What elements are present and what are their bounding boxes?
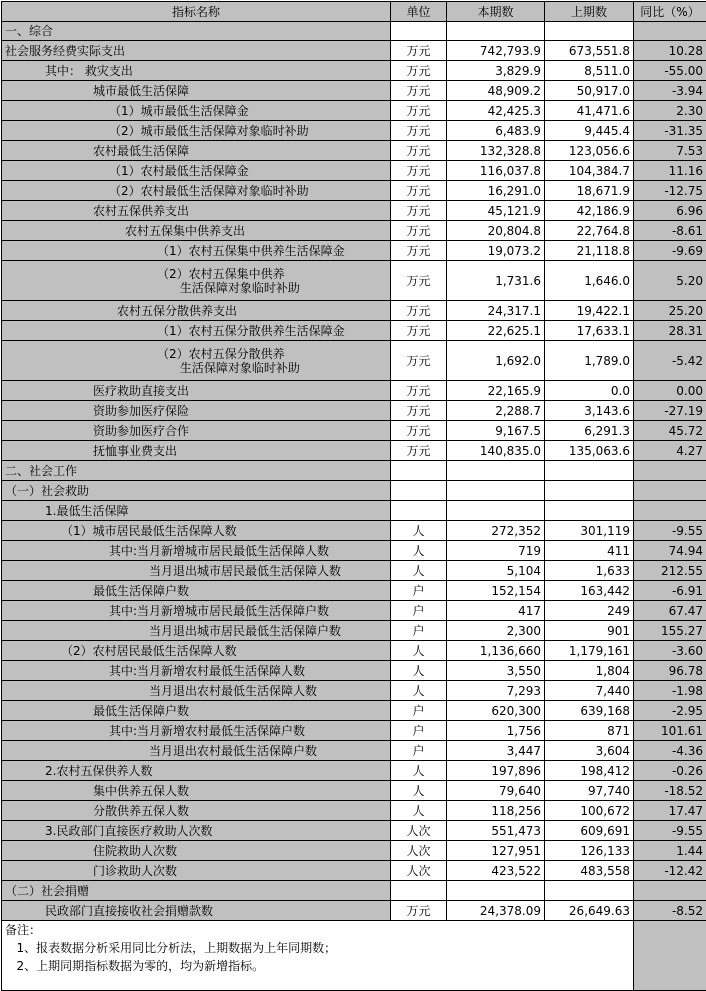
- yoy-cell: 28.31: [634, 321, 706, 341]
- yoy-cell: 5.20: [634, 261, 706, 301]
- yoy-cell: [634, 881, 706, 901]
- unit-cell: 万元: [391, 261, 447, 301]
- indicator-name-cell: 2.农村五保供养人数: [2, 761, 391, 781]
- indicator-name-cell: 最低生活保障户数: [2, 701, 391, 721]
- indicator-name-cell: 当月退出城市居民最低生活保障人数: [2, 561, 391, 581]
- current-value-cell: 19,073.2: [447, 241, 545, 261]
- current-value-cell: 118,256: [447, 801, 545, 821]
- table-row: [2, 381, 706, 401]
- table-row: [2, 641, 706, 661]
- current-value-cell: 1,692.0: [447, 341, 545, 381]
- header-current: 本期数: [447, 2, 545, 22]
- previous-value-cell: 0.0: [545, 381, 634, 401]
- current-value-cell: 197,896: [447, 761, 545, 781]
- indicator-name-cell: 农村最低生活保障: [2, 141, 391, 161]
- table-row: [2, 241, 706, 261]
- yoy-cell: -6.91: [634, 581, 706, 601]
- table-row: [2, 161, 706, 181]
- current-value-cell: 620,300: [447, 701, 545, 721]
- indicator-name-cell: 住院救助人次数: [2, 841, 391, 861]
- current-value-cell: 140,835.0: [447, 441, 545, 461]
- indicator-name-cell: 其中:当月新增城市居民最低生活保障人数: [2, 541, 391, 561]
- current-value-cell: 551,473: [447, 821, 545, 841]
- indicator-name-cell: （一）社会救助: [2, 481, 391, 501]
- yoy-cell: 67.47: [634, 601, 706, 621]
- unit-cell: 户: [391, 581, 447, 601]
- previous-value-cell: 8,511.0: [545, 61, 634, 81]
- indicator-name-cell: （1）城市最低生活保障金: [2, 101, 391, 121]
- indicator-name-cell: 社会服务经费实际支出: [2, 41, 391, 61]
- indicator-name-cell: （2）农村五保集中供养 生活保障对象临时补助: [2, 261, 391, 301]
- yoy-cell: 2.30: [634, 101, 706, 121]
- table-row: [2, 761, 706, 781]
- unit-cell: 万元: [391, 161, 447, 181]
- yoy-cell: 11.16: [634, 161, 706, 181]
- unit-cell: 万元: [391, 201, 447, 221]
- table-row: [2, 521, 706, 541]
- current-value-cell: 22,625.1: [447, 321, 545, 341]
- table-row: [2, 581, 706, 601]
- current-value-cell: 152,154: [447, 581, 545, 601]
- table-row: [2, 701, 706, 721]
- yoy-cell: -27.19: [634, 401, 706, 421]
- current-value-cell: 16,291.0: [447, 181, 545, 201]
- table-row: [2, 141, 706, 161]
- indicator-name-cell: 当月退出农村最低生活保障户数: [2, 741, 391, 761]
- unit-cell: 万元: [391, 341, 447, 381]
- current-value-cell: 1,731.6: [447, 261, 545, 301]
- unit-cell: 万元: [391, 401, 447, 421]
- unit-cell: 人: [391, 561, 447, 581]
- yoy-cell: -9.55: [634, 821, 706, 841]
- unit-cell: 人: [391, 761, 447, 781]
- previous-value-cell: 249: [545, 601, 634, 621]
- indicator-name-cell: 农村五保分散供养支出: [2, 301, 391, 321]
- indicator-name-cell: （2）农村五保分散供养 生活保障对象临时补助: [2, 341, 391, 381]
- indicator-name-cell: 资助参加医疗保险: [2, 401, 391, 421]
- yoy-cell: 101.61: [634, 721, 706, 741]
- current-value-cell: 9,167.5: [447, 421, 545, 441]
- indicator-name-cell: 集中供养五保人数: [2, 781, 391, 801]
- yoy-cell: -12.42: [634, 861, 706, 881]
- table-row: [2, 621, 706, 641]
- previous-value-cell: 871: [545, 721, 634, 741]
- indicator-name-cell: （1）农村五保分散供养生活保障金: [2, 321, 391, 341]
- current-value-cell: 48,909.2: [447, 81, 545, 101]
- current-value-cell: 127,951: [447, 841, 545, 861]
- unit-cell: 人次: [391, 821, 447, 841]
- indicator-name-cell: 抚恤事业费支出: [2, 441, 391, 461]
- unit-cell: 户: [391, 621, 447, 641]
- yoy-cell: -9.55: [634, 521, 706, 541]
- table-row: [2, 461, 706, 481]
- current-value-cell: 24,317.1: [447, 301, 545, 321]
- current-value-cell: 3,829.9: [447, 61, 545, 81]
- notes-line-1: 1、报表数据分析采用同比分析法，上期数据为上年同期数；: [5, 941, 630, 955]
- unit-cell: 人: [391, 781, 447, 801]
- unit-cell: 万元: [391, 221, 447, 241]
- yoy-cell: 1.44: [634, 841, 706, 861]
- header-yoy: 同比（%）: [634, 2, 706, 22]
- yoy-cell: 17.47: [634, 801, 706, 821]
- yoy-cell: 7.53: [634, 141, 706, 161]
- table-row: [2, 781, 706, 801]
- table-row: [2, 261, 706, 301]
- yoy-cell: [634, 481, 706, 501]
- previous-value-cell: 7,440: [545, 681, 634, 701]
- previous-value-cell: 301,119: [545, 521, 634, 541]
- previous-value-cell: 3,604: [545, 741, 634, 761]
- previous-value-cell: [545, 881, 634, 901]
- indicator-name-cell: 门诊救助人次数: [2, 861, 391, 881]
- indicator-name-cell: 其中:当月新增农村最低生活保障户数: [2, 721, 391, 741]
- table-row: [2, 301, 706, 321]
- table-row: [2, 341, 706, 381]
- table-row: [2, 421, 706, 441]
- previous-value-cell: 483,558: [545, 861, 634, 881]
- indicator-name-cell: （1）城市居民最低生活保障人数: [2, 521, 391, 541]
- unit-cell: 万元: [391, 141, 447, 161]
- previous-value-cell: 42,186.9: [545, 201, 634, 221]
- previous-value-cell: 639,168: [545, 701, 634, 721]
- previous-value-cell: 1,179,161: [545, 641, 634, 661]
- indicator-name-cell: 其中： 救灾支出: [2, 61, 391, 81]
- unit-cell: 人: [391, 801, 447, 821]
- indicator-name-cell: 农村五保供养支出: [2, 201, 391, 221]
- table-row: [2, 741, 706, 761]
- yoy-cell: -18.52: [634, 781, 706, 801]
- unit-cell: 万元: [391, 421, 447, 441]
- previous-value-cell: 1,804: [545, 661, 634, 681]
- unit-cell: 户: [391, 601, 447, 621]
- unit-cell: [391, 481, 447, 501]
- previous-value-cell: 50,917.0: [545, 81, 634, 101]
- previous-value-cell: 3,143.6: [545, 401, 634, 421]
- yoy-cell: 96.78: [634, 661, 706, 681]
- table-row: [2, 121, 706, 141]
- previous-value-cell: 21,118.8: [545, 241, 634, 261]
- unit-cell: 人次: [391, 841, 447, 861]
- unit-cell: 户: [391, 721, 447, 741]
- current-value-cell: 3,550: [447, 661, 545, 681]
- current-value-cell: 5,104: [447, 561, 545, 581]
- indicator-name-cell: 3.民政部门直接医疗救助人次数: [2, 821, 391, 841]
- current-value-cell: 719: [447, 541, 545, 561]
- current-value-cell: [447, 461, 545, 481]
- yoy-cell: 4.27: [634, 441, 706, 461]
- table-row: [2, 501, 706, 521]
- yoy-cell: 45.72: [634, 421, 706, 441]
- indicator-name-cell: （二）社会捐赠: [2, 881, 391, 901]
- indicator-name-cell: 当月退出城市居民最低生活保障户数: [2, 621, 391, 641]
- current-value-cell: 2,288.7: [447, 401, 545, 421]
- previous-value-cell: 673,551.8: [545, 41, 634, 61]
- table-row: [2, 201, 706, 221]
- indicator-name-cell: 资助参加医疗合作: [2, 421, 391, 441]
- indicator-name-cell: （1）农村五保集中供养生活保障金: [2, 241, 391, 261]
- current-value-cell: 79,640: [447, 781, 545, 801]
- indicator-name-cell: 分散供养五保人数: [2, 801, 391, 821]
- table-row: [2, 101, 706, 121]
- table-row: [2, 881, 706, 901]
- header-row: [2, 2, 706, 22]
- unit-cell: 人: [391, 661, 447, 681]
- current-value-cell: 742,793.9: [447, 41, 545, 61]
- table-row: [2, 901, 706, 921]
- previous-value-cell: 97,740: [545, 781, 634, 801]
- current-value-cell: 3,447: [447, 741, 545, 761]
- yoy-cell: 25.20: [634, 301, 706, 321]
- notes-line-2: 2、上期同期指标数据为零的，均为新增指标。: [5, 959, 630, 973]
- table-row: [2, 861, 706, 881]
- current-value-cell: 6,483.9: [447, 121, 545, 141]
- table-row: [2, 681, 706, 701]
- notes-row: [2, 921, 706, 991]
- yoy-cell: -3.60: [634, 641, 706, 661]
- previous-value-cell: 198,412: [545, 761, 634, 781]
- yoy-cell: 74.94: [634, 541, 706, 561]
- yoy-cell: -12.75: [634, 181, 706, 201]
- previous-value-cell: 411: [545, 541, 634, 561]
- unit-cell: 万元: [391, 901, 447, 921]
- indicator-name-cell: 二、社会工作: [2, 461, 391, 481]
- current-value-cell: 132,328.8: [447, 141, 545, 161]
- previous-value-cell: 100,672: [545, 801, 634, 821]
- yoy-cell: -8.52: [634, 901, 706, 921]
- yoy-cell: -8.61: [634, 221, 706, 241]
- unit-cell: 万元: [391, 441, 447, 461]
- unit-cell: 人次: [391, 861, 447, 881]
- current-value-cell: 20,804.8: [447, 221, 545, 241]
- indicator-name-cell: 最低生活保障户数: [2, 581, 391, 601]
- yoy-cell: -1.98: [634, 681, 706, 701]
- yoy-cell: 10.28: [634, 41, 706, 61]
- previous-value-cell: 6,291.3: [545, 421, 634, 441]
- previous-value-cell: 135,063.6: [545, 441, 634, 461]
- current-value-cell: [447, 22, 545, 41]
- header-indicator: 指标名称: [2, 2, 391, 22]
- unit-cell: 人: [391, 541, 447, 561]
- current-value-cell: [447, 481, 545, 501]
- yoy-cell: -9.69: [634, 241, 706, 261]
- unit-cell: 万元: [391, 241, 447, 261]
- previous-value-cell: 1,789.0: [545, 341, 634, 381]
- unit-cell: 万元: [391, 101, 447, 121]
- yoy-cell: -4.36: [634, 741, 706, 761]
- previous-value-cell: [545, 461, 634, 481]
- table-row: [2, 321, 706, 341]
- unit-cell: 户: [391, 701, 447, 721]
- previous-value-cell: [545, 501, 634, 521]
- unit-cell: 人: [391, 521, 447, 541]
- notes-title: 备注：: [5, 921, 630, 937]
- indicator-name-cell: 城市最低生活保障: [2, 81, 391, 101]
- previous-value-cell: 1,633: [545, 561, 634, 581]
- current-value-cell: 1,136,660: [447, 641, 545, 661]
- table-row: [2, 441, 706, 461]
- table-row: [2, 61, 706, 81]
- header-previous: 上期数: [545, 2, 634, 22]
- previous-value-cell: 19,422.1: [545, 301, 634, 321]
- unit-cell: [391, 22, 447, 41]
- current-value-cell: 22,165.9: [447, 381, 545, 401]
- current-value-cell: 2,300: [447, 621, 545, 641]
- current-value-cell: 42,425.3: [447, 101, 545, 121]
- indicator-name-cell: 1.最低生活保障: [2, 501, 391, 521]
- indicator-name-cell: 民政部门直接接收社会捐赠款数: [2, 901, 391, 921]
- unit-cell: 万元: [391, 381, 447, 401]
- yoy-cell: [634, 501, 706, 521]
- unit-cell: 人: [391, 681, 447, 701]
- current-value-cell: 7,293: [447, 681, 545, 701]
- table-row: [2, 22, 706, 41]
- indicator-name-cell: 农村五保集中供养支出: [2, 221, 391, 241]
- yoy-cell: [634, 22, 706, 41]
- unit-cell: 万元: [391, 181, 447, 201]
- table-row: [2, 81, 706, 101]
- table-row: [2, 801, 706, 821]
- yoy-cell: -31.35: [634, 121, 706, 141]
- table-row: [2, 221, 706, 241]
- indicator-name-cell: 一、综合: [2, 22, 391, 41]
- current-value-cell: 1,756: [447, 721, 545, 741]
- previous-value-cell: 126,133: [545, 841, 634, 861]
- yoy-cell: 155.27: [634, 621, 706, 641]
- previous-value-cell: 123,056.6: [545, 141, 634, 161]
- previous-value-cell: [545, 481, 634, 501]
- table-row: [2, 841, 706, 861]
- statistics-table: [1, 1, 706, 991]
- table-row: [2, 401, 706, 421]
- table-row: [2, 821, 706, 841]
- unit-cell: [391, 461, 447, 481]
- previous-value-cell: 18,671.9: [545, 181, 634, 201]
- indicator-name-cell: 医疗救助直接支出: [2, 381, 391, 401]
- notes-cell: [2, 921, 634, 991]
- unit-cell: 人: [391, 641, 447, 661]
- previous-value-cell: 609,691: [545, 821, 634, 841]
- previous-value-cell: 26,649.63: [545, 901, 634, 921]
- previous-value-cell: 901: [545, 621, 634, 641]
- previous-value-cell: 1,646.0: [545, 261, 634, 301]
- yoy-cell: -55.00: [634, 61, 706, 81]
- unit-cell: 万元: [391, 301, 447, 321]
- unit-cell: 万元: [391, 121, 447, 141]
- yoy-cell: 0.00: [634, 381, 706, 401]
- previous-value-cell: 163,442: [545, 581, 634, 601]
- current-value-cell: [447, 881, 545, 901]
- table-body: [2, 22, 706, 921]
- table-row: [2, 481, 706, 501]
- indicator-name-cell: （2）城市最低生活保障对象临时补助: [2, 121, 391, 141]
- previous-value-cell: [545, 22, 634, 41]
- table-row: [2, 721, 706, 741]
- previous-value-cell: 9,445.4: [545, 121, 634, 141]
- indicator-name-cell: 当月退出农村最低生活保障人数: [2, 681, 391, 701]
- table-row: [2, 601, 706, 621]
- indicator-name-cell: （2）农村居民最低生活保障人数: [2, 641, 391, 661]
- current-value-cell: 417: [447, 601, 545, 621]
- previous-value-cell: 22,764.8: [545, 221, 634, 241]
- yoy-cell: -5.42: [634, 341, 706, 381]
- yoy-cell: 6.96: [634, 201, 706, 221]
- unit-cell: 户: [391, 741, 447, 761]
- table-row: [2, 41, 706, 61]
- previous-value-cell: 41,471.6: [545, 101, 634, 121]
- indicator-name-cell: 其中:当月新增农村最低生活保障人数: [2, 661, 391, 681]
- indicator-name-cell: （1）农村最低生活保障金: [2, 161, 391, 181]
- indicator-name-cell: （2）农村最低生活保障对象临时补助: [2, 181, 391, 201]
- current-value-cell: 423,522: [447, 861, 545, 881]
- notes-blank-cell: [634, 921, 706, 991]
- unit-cell: [391, 501, 447, 521]
- yoy-cell: 212.55: [634, 561, 706, 581]
- unit-cell: 万元: [391, 41, 447, 61]
- current-value-cell: 272,352: [447, 521, 545, 541]
- yoy-cell: [634, 461, 706, 481]
- yoy-cell: -0.26: [634, 761, 706, 781]
- current-value-cell: 116,037.8: [447, 161, 545, 181]
- unit-cell: 万元: [391, 61, 447, 81]
- unit-cell: 万元: [391, 321, 447, 341]
- indicator-name-cell: 其中:当月新增城市居民最低生活保障户数: [2, 601, 391, 621]
- previous-value-cell: 104,384.7: [545, 161, 634, 181]
- table-row: [2, 661, 706, 681]
- table-row: [2, 181, 706, 201]
- current-value-cell: 45,121.9: [447, 201, 545, 221]
- unit-cell: [391, 881, 447, 901]
- unit-cell: 万元: [391, 81, 447, 101]
- table-row: [2, 561, 706, 581]
- yoy-cell: -2.95: [634, 701, 706, 721]
- table-row: [2, 541, 706, 561]
- header-unit: 单位: [391, 2, 447, 22]
- current-value-cell: 24,378.09: [447, 901, 545, 921]
- previous-value-cell: 17,633.1: [545, 321, 634, 341]
- current-value-cell: [447, 501, 545, 521]
- yoy-cell: -3.94: [634, 81, 706, 101]
